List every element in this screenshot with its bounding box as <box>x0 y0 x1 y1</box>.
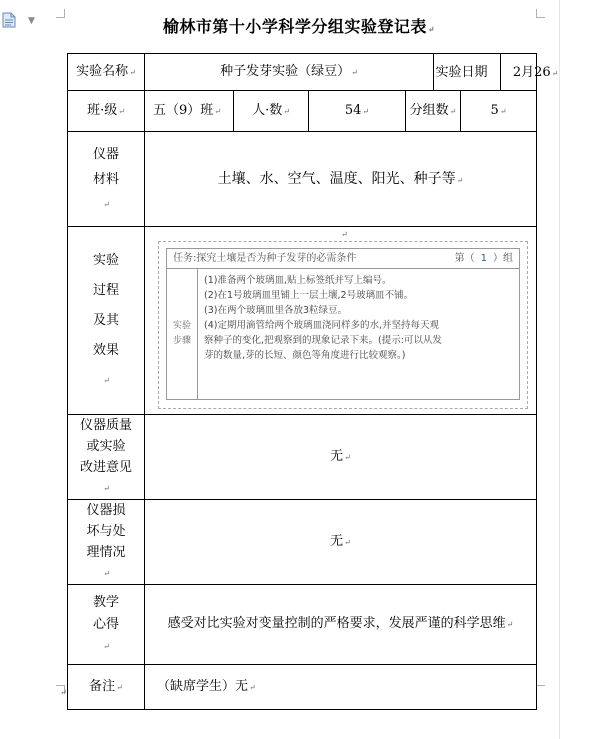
table-row <box>68 585 537 665</box>
process-label: 实验 过程 及其 效果 ↵ <box>68 227 145 415</box>
table-row <box>68 54 537 91</box>
groups-label: 分组数↵ <box>406 91 461 132</box>
registration-table <box>67 53 559 710</box>
crop-mark <box>536 685 545 694</box>
process-cell[interactable]: ↵ 任务:探究土壤是否为种子发芽的必需条件 第（ 1 ）组 实验 步骤 (1)准备两个玻璃皿,贴上标签纸并写上编号。 (2)在1号玻璃皿里铺上一层土壤,2号玻璃皿不铺。 (3)在两个玻璃皿里各放3粒绿豆。 (4)定期用滴管给两个玻璃皿浇同样多的水,并坚持每天观 察种子的变化,把观察到的现象记录下来。(提示:可以从发 芽的数量,芽的长短、颜色等角度进行比较观察。) <box>145 227 537 415</box>
table-row <box>68 415 537 500</box>
step-line: 察种子的变化,把观察到的现象记录下来。(提示:可以从发 <box>204 335 442 346</box>
remarks-label: 备注↵ <box>68 665 145 710</box>
paragraph-mark: ↵ <box>60 688 67 697</box>
damage-value[interactable]: 无↵ <box>145 500 537 585</box>
step-line: (1)准备两个玻璃皿,贴上标签纸并写上编号。 <box>204 275 392 286</box>
materials-value[interactable]: 土壤、水、空气、温度、阳光、种子等↵ <box>145 132 537 227</box>
class-label: 班·级↵ <box>68 91 145 132</box>
improvement-value[interactable]: 无↵ <box>145 415 537 500</box>
damage-label: 仪器损 坏与处 理情况 ↵ <box>68 500 145 585</box>
step-line: 芽的数量,芽的长短、颜色等角度进行比较观察。) <box>204 350 406 361</box>
step-line: (2)在1号玻璃皿里铺上一层土壤,2号玻璃皿不铺。 <box>204 290 414 301</box>
table-row <box>68 132 537 227</box>
experiment-date-cell[interactable]: 实验日期 2月26↵ <box>461 54 537 91</box>
steps-list <box>198 269 519 399</box>
step-line: (3)在两个玻璃皿里各放3粒绿豆。 <box>204 305 348 316</box>
table-row <box>68 665 537 710</box>
task-header: 任务:探究土壤是否为种子发芽的必需条件 第（ 1 ）组 <box>167 249 519 269</box>
steps-side-label: 实验 步骤 <box>167 269 198 399</box>
table-row <box>68 227 537 415</box>
people-label: 人·数↵ <box>234 91 309 132</box>
page-edge <box>559 0 560 739</box>
reflection-value[interactable]: 感受对比实验对变量控制的严格要求，发展严谨的科学思维↵ <box>145 585 537 665</box>
remarks-value[interactable]: （缺席学生）无↵ <box>145 665 537 710</box>
experiment-date-label: 实验日期 <box>435 65 488 80</box>
class-value[interactable]: 五（9）班↵ <box>145 91 234 132</box>
experiment-name-value[interactable]: 种子发芽实验（绿豆）↵ <box>145 54 434 91</box>
people-value[interactable]: 54↵ <box>309 91 406 132</box>
table-row <box>68 500 537 585</box>
table-row <box>68 91 537 132</box>
chevron-down-icon[interactable]: ▼ <box>28 16 35 26</box>
reflection-label: 教学 心得 ↵ <box>68 585 145 665</box>
task-card-image <box>166 248 520 400</box>
improvement-label: 仪器质量 或实验 改进意见 ↵ <box>68 415 145 500</box>
materials-label: 仪器 材料 ↵ <box>68 132 145 227</box>
document-title: 榆林市第十小学科学分组实验登记表↵ <box>162 17 436 36</box>
experiment-date-value[interactable]: 2月26 <box>512 65 551 80</box>
step-line: (4)定期用滴管给两个玻璃皿浇同样多的水,并坚持每天观 <box>204 320 439 331</box>
groups-value[interactable]: 5↵ <box>461 91 537 132</box>
experiment-name-label: 实验名称↵ <box>68 54 145 91</box>
